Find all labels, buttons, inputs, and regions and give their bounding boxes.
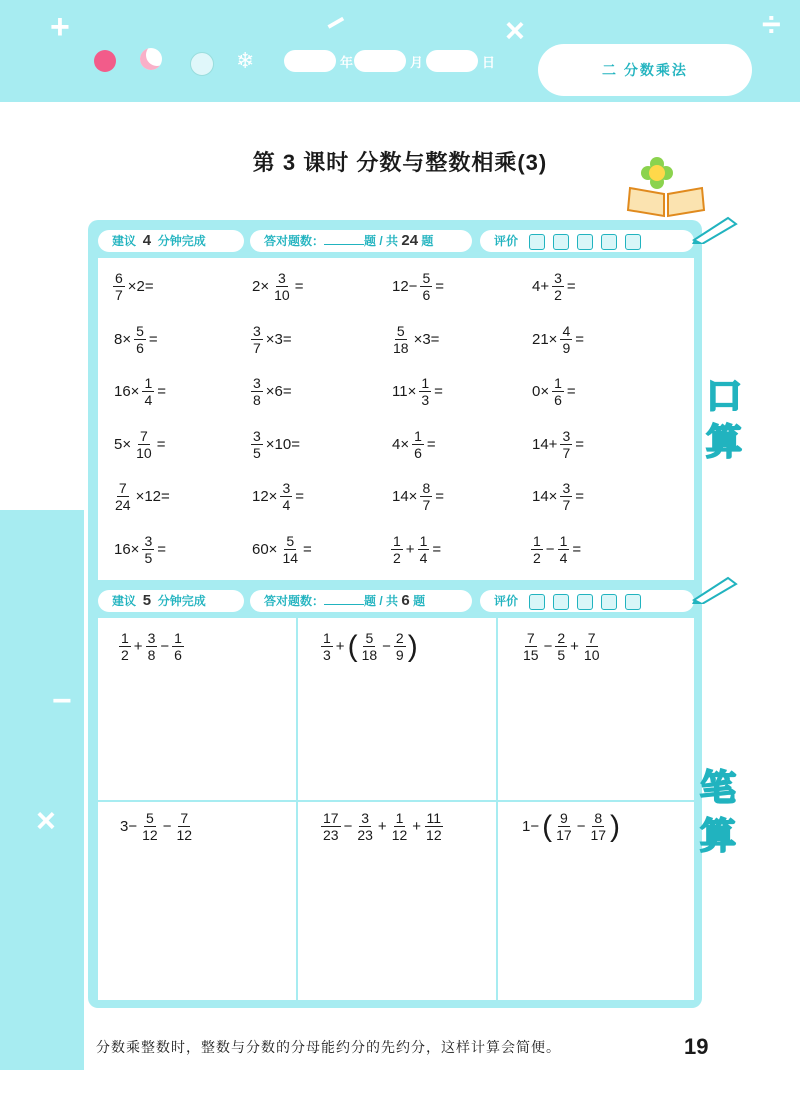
written-problem: [118, 810, 195, 843]
numerator: 4: [562, 322, 571, 339]
expression-text: =: [435, 488, 445, 505]
section1-score-blank[interactable]: [324, 244, 364, 245]
numerator: 1: [121, 630, 129, 646]
pencil-icon: [690, 214, 738, 244]
cloudy-icon[interactable]: [140, 48, 162, 70]
denominator: 12: [391, 827, 408, 843]
footer-tip: 分数乘整数时，整数与分数的分母能约分的先约分，这样计算会简便。: [96, 1041, 561, 1056]
parenthesis: (: [542, 809, 553, 843]
expression-text: ×10=: [265, 435, 301, 453]
expression-text: 21×: [532, 330, 558, 348]
numerator: 11: [426, 810, 442, 826]
numerator: 2: [395, 630, 404, 646]
day-label: 日: [482, 55, 496, 70]
expression-text: −: [543, 638, 553, 655]
numerator: 1: [554, 375, 562, 391]
fraction: [174, 810, 194, 843]
denominator: 3: [323, 647, 331, 663]
fraction: [272, 270, 292, 303]
numerator: 3: [253, 375, 261, 391]
expression-text: 3−: [120, 818, 138, 835]
oral-problem: [112, 270, 156, 303]
expression-text: =: [435, 278, 445, 295]
grid-divider: [98, 800, 694, 802]
numerator: 5: [396, 322, 405, 339]
oral-problem: [112, 428, 167, 461]
expression-text: =: [303, 540, 312, 558]
numerator: 3: [562, 427, 571, 444]
sun-icon[interactable]: [94, 50, 116, 72]
denominator: 12: [142, 827, 158, 843]
numerator: 8: [594, 810, 603, 826]
denominator: 12: [176, 827, 193, 843]
denominator: 5: [144, 549, 153, 566]
fraction: [560, 480, 572, 513]
fraction: [251, 375, 263, 408]
thumb-icon[interactable]: [577, 234, 593, 250]
numerator: 7: [587, 630, 596, 646]
fraction: [251, 323, 263, 356]
fraction: [420, 270, 432, 303]
oral-problem: [250, 323, 294, 356]
denominator: 17: [590, 827, 607, 843]
month-label: 月: [410, 55, 424, 70]
numerator: 3: [282, 480, 291, 496]
oral-problem: [250, 480, 306, 513]
oral-problem: [530, 533, 583, 566]
expression-text: −: [343, 818, 353, 835]
fraction: [419, 375, 431, 408]
fraction: [552, 375, 564, 408]
fraction: [531, 533, 543, 566]
denominator: 18: [393, 339, 409, 356]
section1-rating: 评价: [480, 230, 694, 252]
numerator: 1: [393, 532, 401, 549]
thumb-icon[interactable]: [553, 234, 569, 250]
expression-text: =: [566, 278, 576, 295]
fraction: [521, 630, 541, 663]
denominator: 6: [554, 392, 562, 408]
denominator: 4: [559, 549, 568, 566]
month-field[interactable]: [354, 50, 406, 72]
denominator: 10: [136, 444, 152, 461]
thumb-icon[interactable]: [625, 234, 641, 250]
oral-problem: [390, 533, 443, 566]
expression-text: 16×: [114, 540, 140, 558]
numerator: 9: [560, 810, 568, 826]
denominator: 7: [562, 444, 571, 461]
oral-problem: [112, 533, 168, 566]
oral-problem: [250, 428, 302, 461]
grid-divider: [496, 618, 498, 1000]
expression-text: ×3=: [265, 330, 292, 348]
minus-decoration: −: [317, 1, 355, 45]
numerator: 7: [180, 810, 189, 826]
page-number: 19: [684, 1034, 709, 1059]
numerator: 6: [115, 270, 123, 286]
left-side-panel: [0, 510, 84, 1070]
denominator: 2: [393, 549, 401, 566]
expression-text: +: [377, 818, 387, 835]
fraction: [588, 810, 608, 843]
denominator: 8: [253, 392, 261, 408]
oral-problem: [390, 270, 446, 303]
fraction: [552, 270, 564, 303]
denominator: 5: [557, 647, 566, 663]
parenthesis: (: [347, 629, 358, 663]
denominator: 18: [361, 647, 378, 663]
expression-text: 60×: [252, 540, 278, 558]
denominator: 12: [426, 827, 442, 843]
numerator: 3: [562, 480, 571, 496]
numerator: 3: [147, 630, 156, 646]
numerator: 3: [554, 270, 562, 286]
expression-text: =: [572, 540, 582, 558]
day-field[interactable]: [426, 50, 478, 72]
thumb-icon[interactable]: [601, 594, 617, 610]
side-label-bi: 笔: [700, 767, 737, 808]
thumb-icon[interactable]: [553, 594, 569, 610]
oral-problem: [390, 428, 438, 461]
oral-problem: [530, 375, 578, 408]
numerator: 5: [136, 322, 144, 339]
minus-decoration-left: −: [52, 682, 72, 720]
denominator: 2: [533, 549, 541, 566]
oral-problem: [112, 375, 168, 408]
numerator: 1: [533, 532, 541, 549]
rain-icon[interactable]: [190, 52, 214, 76]
fraction: [119, 630, 131, 663]
fraction: [360, 630, 380, 663]
denominator: 23: [357, 827, 373, 843]
fraction: [391, 323, 411, 356]
denominator: 4: [282, 497, 291, 513]
numerator: 7: [140, 427, 148, 444]
snow-icon[interactable]: ❄: [236, 48, 255, 73]
denominator: 7: [562, 497, 571, 513]
oral-problem: [390, 480, 446, 513]
numerator: 1: [421, 375, 430, 391]
expression-text: 5×: [114, 435, 132, 453]
side-label-kou: 口: [706, 375, 743, 416]
expression-text: =: [426, 435, 436, 453]
numerator: 3: [361, 810, 370, 826]
written-problem: [520, 630, 602, 663]
expression-text: +: [133, 638, 143, 655]
expression-text: 12−: [392, 278, 418, 295]
fraction: [140, 810, 160, 843]
parenthesis: ): [610, 809, 621, 843]
numerator: 5: [365, 630, 374, 646]
numerator: 1: [419, 532, 428, 549]
denominator: 4: [144, 392, 153, 408]
numerator: 1: [414, 427, 422, 444]
denominator: 7: [115, 287, 123, 303]
oral-problem: [112, 480, 172, 513]
fraction: [142, 533, 154, 566]
fraction: [418, 533, 430, 566]
denominator: 23: [323, 827, 339, 843]
expression-text: +: [570, 638, 579, 655]
denominator: 6: [414, 444, 422, 461]
oral-problem: [530, 270, 578, 303]
expression-text: =: [575, 435, 585, 453]
oral-problem: [530, 480, 586, 513]
numerator: 1: [174, 630, 182, 646]
written-problem: [520, 810, 621, 843]
numerator: 3: [253, 427, 261, 444]
section2-body: [98, 618, 694, 1000]
expression-text: 14×: [532, 488, 558, 505]
expression-text: =: [575, 330, 585, 348]
numerator: 3: [278, 270, 286, 286]
denominator: 6: [422, 287, 431, 303]
oral-problem: [112, 323, 160, 356]
side-label-suan: 算: [706, 421, 743, 462]
parenthesis: ): [407, 629, 418, 663]
denominator: 8: [147, 647, 156, 663]
thumb-icon[interactable]: [601, 234, 617, 250]
expression-text: 16×: [114, 383, 140, 400]
expression-text: =: [295, 488, 305, 505]
oral-problem: [390, 375, 445, 408]
denominator: 3: [421, 392, 430, 408]
written-problem: [118, 630, 185, 663]
numerator: 2: [557, 630, 566, 646]
expression-text: 12×: [252, 488, 278, 505]
year-label: 年: [340, 55, 354, 70]
numerator: 1: [144, 375, 153, 391]
section1-bar: [98, 230, 694, 254]
fraction: [554, 810, 574, 843]
numerator: 7: [526, 630, 535, 646]
expression-text: ×12=: [135, 488, 170, 505]
oral-problem: [530, 323, 586, 356]
grid-divider: [296, 618, 298, 1000]
expression-text: ×3=: [413, 330, 440, 348]
expression-text: −: [160, 638, 170, 655]
denominator: 7: [422, 497, 431, 513]
fraction: [134, 428, 154, 461]
denominator: 10: [274, 287, 290, 303]
fraction: [558, 533, 570, 566]
expression-text: =: [294, 278, 304, 295]
numerator: 1: [559, 532, 568, 549]
page-title: 第 3 课时 分数与整数相乘(3): [252, 150, 548, 175]
fraction: [134, 323, 146, 356]
oral-problem: [390, 323, 441, 356]
denominator: 14: [282, 549, 299, 566]
expression-text: 4+: [532, 278, 550, 295]
written-problem: [320, 810, 445, 843]
numerator: 3: [253, 322, 261, 339]
expression-text: ×6=: [265, 383, 292, 400]
numerator: 8: [422, 480, 431, 496]
fraction: [172, 630, 184, 663]
expression-text: =: [432, 540, 442, 558]
fraction: [113, 270, 125, 303]
fraction: [391, 533, 403, 566]
denominator: 2: [554, 287, 562, 303]
section2-suggest: 建议 5 分钟完成: [98, 590, 244, 612]
fraction: [555, 630, 567, 663]
denominator: 6: [174, 647, 182, 663]
expression-text: +: [405, 540, 415, 558]
fraction: [280, 533, 300, 566]
expression-text: 1−: [522, 818, 540, 835]
section1-score: 答对题数： 题 / 共 24 题: [250, 230, 472, 252]
divide-decoration: ÷: [762, 6, 781, 44]
pencil-icon: [690, 574, 738, 604]
expression-text: ×2=: [127, 278, 154, 295]
flower-icon: [640, 156, 674, 190]
section1-suggest: 建议 4 分钟完成: [98, 230, 244, 252]
fraction: [280, 480, 292, 513]
fraction: [420, 480, 432, 513]
unit-title: 二 分数乘法: [602, 62, 688, 78]
fraction: [424, 810, 444, 843]
numerator: 5: [422, 270, 431, 286]
expression-text: +: [412, 818, 422, 835]
expression-text: =: [157, 383, 167, 400]
fraction: [142, 375, 154, 408]
year-field[interactable]: [284, 50, 336, 72]
expression-text: 4×: [392, 435, 410, 453]
section2-rating: 评价: [480, 590, 694, 612]
expression-text: −: [382, 638, 391, 655]
denominator: 15: [523, 647, 539, 663]
denominator: 9: [562, 339, 571, 356]
fraction: [582, 630, 602, 663]
oral-problem: [250, 375, 294, 408]
expression-text: =: [575, 488, 585, 505]
expression-text: =: [434, 383, 443, 400]
denominator: 17: [556, 827, 572, 843]
expression-text: =: [157, 540, 167, 558]
fraction: [113, 480, 133, 513]
thumb-icon[interactable]: [625, 594, 641, 610]
denominator: 7: [253, 339, 261, 356]
thumb-icon[interactable]: [529, 594, 545, 610]
oral-problem: [250, 270, 305, 303]
expression-text: 8×: [114, 330, 132, 348]
denominator: 24: [115, 497, 131, 513]
fraction: [251, 428, 263, 461]
denominator: 5: [253, 444, 261, 461]
fraction: [394, 630, 406, 663]
expression-text: 11×: [392, 383, 417, 400]
expression-text: 2×: [252, 278, 270, 295]
denominator: 2: [121, 647, 129, 663]
written-problem: [320, 630, 419, 663]
fraction: [560, 323, 572, 356]
numerator: 5: [286, 532, 295, 549]
numerator: 7: [118, 480, 127, 496]
denominator: 4: [419, 549, 428, 566]
numerator: 5: [146, 810, 154, 826]
fraction: [355, 810, 375, 843]
oral-problem: [530, 428, 586, 461]
expression-text: +: [335, 638, 345, 655]
expression-text: 14+: [532, 435, 558, 453]
expression-text: =: [566, 383, 576, 400]
expression-text: =: [156, 435, 166, 453]
plus-decoration: +: [50, 8, 70, 46]
times-decoration: ×: [505, 12, 525, 50]
expression-text: −: [545, 540, 555, 558]
oral-problem: [250, 533, 314, 566]
numerator: 17: [323, 810, 339, 826]
times-decoration-left: ×: [36, 802, 56, 840]
expression-text: 14×: [392, 488, 418, 505]
denominator: 10: [583, 647, 600, 663]
numerator: 1: [395, 810, 404, 826]
fraction: [146, 630, 158, 663]
expression-text: =: [148, 330, 158, 348]
numerator: 3: [144, 532, 153, 549]
fraction: [390, 810, 410, 843]
section2-score: 答对题数： 题 / 共 6 题: [250, 590, 472, 612]
fraction: [321, 630, 333, 663]
section2-bar: [98, 590, 694, 614]
denominator: 9: [395, 647, 404, 663]
expression-text: 0×: [532, 383, 550, 400]
thumb-icon[interactable]: [577, 594, 593, 610]
numerator: 1: [323, 630, 331, 646]
fraction: [321, 810, 341, 843]
section2-score-blank[interactable]: [324, 604, 364, 605]
side-label-suan2: 算: [700, 815, 737, 856]
denominator: 6: [136, 339, 144, 356]
thumb-icon[interactable]: [529, 234, 545, 250]
section1-body: [98, 258, 694, 580]
fraction: [412, 428, 424, 461]
expression-text: −: [576, 818, 586, 835]
fraction: [560, 428, 572, 461]
expression-text: −: [162, 818, 172, 835]
